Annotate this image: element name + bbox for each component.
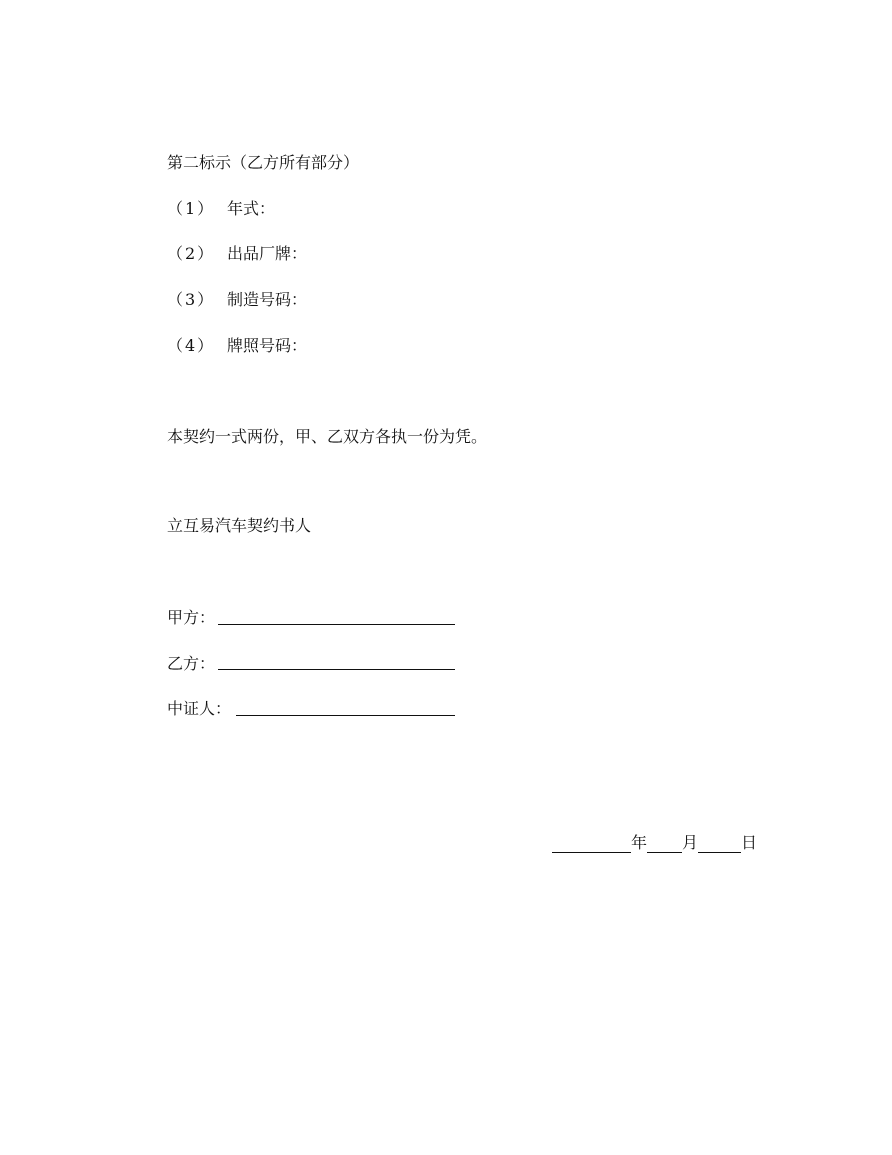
party-a-signature-line[interactable] [218, 624, 455, 625]
copies-statement: 本契约一式两份，甲、乙双方各执一份为凭。 [167, 427, 488, 446]
witness-label: 中证人： [167, 699, 232, 718]
section-title: 第二标示（乙方所有部分） [167, 153, 360, 172]
party-b-signature-line[interactable] [218, 669, 455, 670]
item-plate-number [167, 336, 307, 356]
year-label: 年 [631, 833, 648, 852]
item-number: （3） [167, 290, 216, 309]
year-blank[interactable] [552, 835, 631, 853]
item-label: 制造号码： [227, 290, 308, 309]
item-label: 出品厂牌： [227, 244, 308, 263]
item-serial-number [167, 290, 307, 310]
item-manufacturer [167, 244, 307, 264]
month-label: 月 [682, 833, 699, 852]
party-b-label: 乙方： [167, 654, 216, 673]
item-number: （1） [167, 199, 216, 218]
day-label: 日 [741, 833, 758, 852]
item-model-year [167, 199, 275, 219]
date-line [552, 833, 757, 853]
month-blank[interactable] [647, 835, 682, 853]
item-number: （2） [167, 244, 216, 263]
day-blank[interactable] [698, 835, 741, 853]
item-label: 牌照号码： [227, 336, 308, 355]
signers-heading: 立互易汽车契约书人 [167, 516, 312, 535]
witness-signature-line[interactable] [236, 715, 455, 716]
item-label: 年式： [227, 199, 276, 218]
party-a-label: 甲方： [167, 608, 216, 627]
item-number: （4） [167, 336, 216, 355]
